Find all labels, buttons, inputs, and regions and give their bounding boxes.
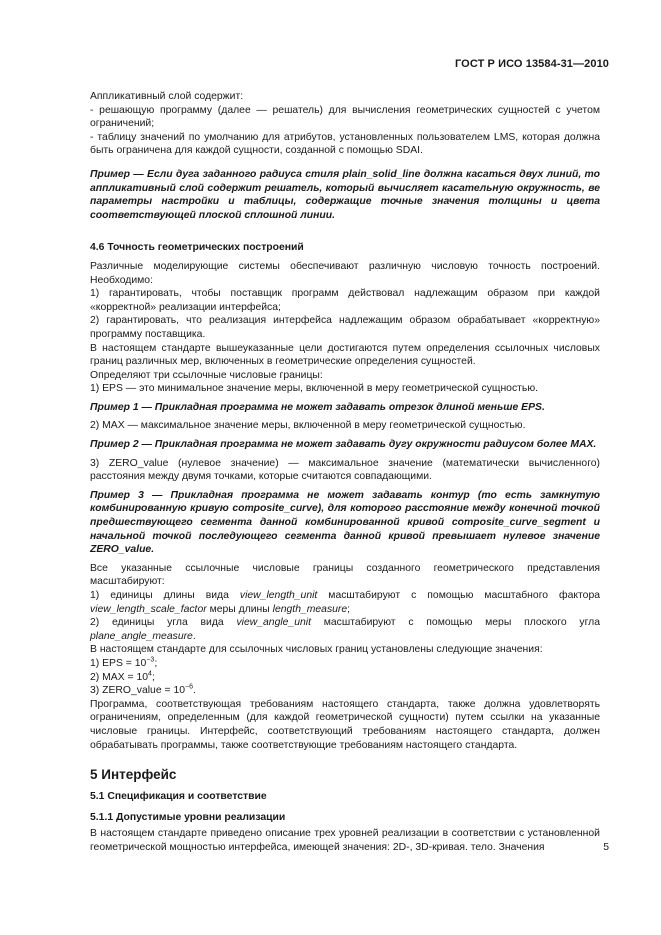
section-heading-5-1: 5.1 Спецификация и соответствие — [90, 790, 267, 802]
paragraph: 3) ZERO_value (нулевое значение) — максимальное значение (математически вычисленного) расстояния между двумя точками, которые считаются совпадающими. — [90, 457, 600, 483]
standard-id: ГОСТ Р ИСО 13584-31—2010 — [454, 58, 609, 70]
paragraph: 1) EPS — это минимальное значение меры, включенной в меру геометрической сущностью. — [90, 383, 539, 395]
paragraph: 2) гарантировать, что реализация интерфейса надлежащим образом обрабатывает «корректную» программу поставщика. — [90, 315, 600, 340]
value-zero: 3) ZERO_value = $10^{-6}$. — [90, 683, 196, 697]
section-heading-5-1-1: 5.1.1 Допустимые уровни реализации — [90, 812, 286, 824]
paragraph: В настоящем стандарте для ссылочных числовых границ установлены следующие значения: — [90, 644, 543, 656]
paragraph: Различные моделирующие системы обеспечивают различную числовую точность построений. Необходимо: — [90, 260, 600, 286]
paragraph: 2) единицы угла вида view_angle_unit масштабируют с помощью меры плоского угла plane_angle_measure. — [90, 617, 600, 642]
page-content — [90, 90, 600, 854]
example-note: Пример — Если дуга заданного радиуса стиля plain_solid_line должна касаться двух линий, то аппликативный слой содержит решатель, который вычисляет касательную окружность, ве параметры настройки и таблицы, содержащие точные значения толщины и цвета соответствующей плоской сплошной линии. — [90, 168, 600, 221]
paragraph: 1) гарантировать, чтобы поставщик программ действовал надлежащим образом при каждой «корректной» реализации интерфейса; — [90, 288, 600, 313]
paragraph: Определяют три ссылочные числовые границы: — [90, 369, 323, 381]
example-2: Пример 2 — Прикладная программа не может задавать дугу окружности радиусом более MAX. — [90, 439, 597, 451]
paragraph: Все указанные ссылочные числовые границы созданного геометрического представления масштабируют: — [90, 562, 600, 588]
paragraph: 1) единицы длины вида view_length_unit масштабируют с помощью масштабного фактора view_length_scale_factor меры длины length_measure; — [90, 590, 600, 615]
example-1: Пример 1 — Прикладная программа не может задавать отрезок длиной меньше EPS. — [90, 401, 545, 413]
value-max: 2) MAX = $10^4$; — [90, 670, 155, 683]
example-3: Пример 3 — Прикладная программа не может задавать контур (то есть замкнутую комбинированную кривую composite_curve), для которого расстояние между конечной точкой предшествующего сегмента данной комбинированной кривой composite_curve_segment и начальной точкой последующего сегмента данной кривой превышает нулевое значение ZERO_value. — [90, 489, 600, 556]
value-eps: 1) EPS = $10^{-3}$; — [90, 656, 158, 669]
paragraph: 2) MAX — максимальное значение меры, включенной в меру геометрической сущностью. — [90, 420, 526, 432]
paragraph: Программа, соответствующая требованиям настоящего стандарта, также должна удовлетворять ограничениям, определенным (для каждой геометрической сущности) путем ссылки на указанные числовые границы. Интерфейс, соответствующий требованиям настоящего стандарта, должен обрабатывать программы, также соответствующие требованиям настоящего стандарта. — [90, 698, 600, 751]
section-heading-5: 5 Интерфейс — [90, 767, 177, 783]
paragraph: В настоящем стандарте приведено описание трех уровней реализации в соответствии с установленной геометрической мощностью интерфейса, имеющей значения: 2D-, 3D-кривая. тело. Значения — [90, 827, 600, 853]
paragraph: - решающую программу (далее — решатель) для вычисления геометрических сущностей с учетом ограничений; — [90, 104, 600, 130]
paragraph: Аппликативный слой содержит: — [90, 91, 244, 102]
section-heading-4-6: 4.6 Точность геометрических построений — [90, 242, 304, 254]
paragraph: В настоящем стандарте вышеуказанные цели достигаются путем определения ссылочных числовых границ различных мер, включенных в геометрические определения сущностей. — [90, 342, 600, 368]
paragraph: - таблицу значений по умолчанию для атрибутов, установленных пользователем LMS, которая должна быть ограничена для каждой сущности, созданной с помощью SDAI. — [90, 131, 600, 157]
page-number: 5 — [603, 842, 609, 853]
